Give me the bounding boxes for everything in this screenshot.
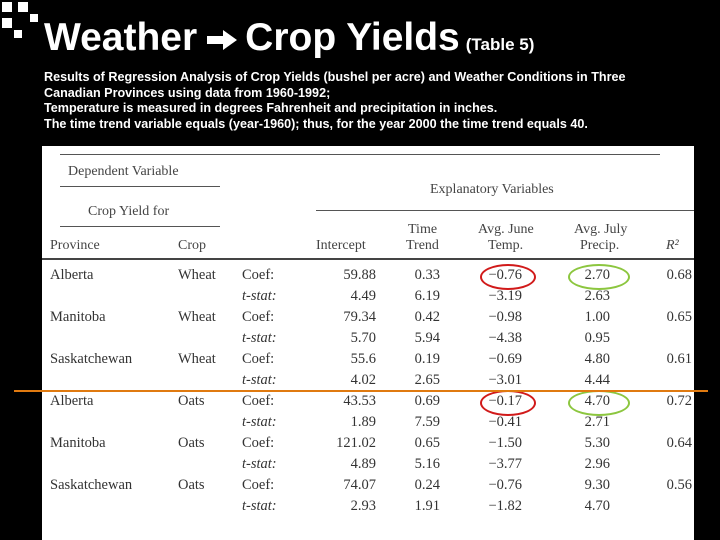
coef-label: Coef: [242,351,275,367]
description [44,70,714,132]
tstat-label: t-stat: [242,498,277,514]
dependent-variable-label: Dependent Variable [68,164,179,179]
title-left: Weather [44,16,198,59]
tstat-value: −1.82 [488,498,522,514]
tstat-value: −3.19 [488,288,522,304]
tstat-value: 2.65 [414,372,440,388]
coef-value: 43.53 [343,393,376,409]
province-cell: Saskatchewan [50,477,133,493]
crop-cell: Wheat [178,267,216,283]
coef-label: Coef: [242,393,275,409]
province-cell: Manitoba [50,309,106,325]
col-intercept: Intercept [316,238,366,253]
tstat-label: t-stat: [242,414,277,430]
tstat-value: 6.19 [414,288,440,304]
tstat-value: −0.41 [488,414,522,430]
tstat-value: 5.94 [414,330,440,346]
coef-value: 0.68 [666,267,692,283]
description-line: Canadian Provinces using data from 1960-1992; [44,85,331,100]
tstat-label: t-stat: [242,456,277,472]
title-sub: (Table 5) [465,35,535,54]
header-rule [60,226,220,227]
col-crop: Crop [178,238,206,253]
description-line: Temperature is measured in degrees Fahrenheit and precipitation in inches. [44,101,498,115]
tstat-value: −3.01 [488,372,522,388]
coef-value: 2.70 [584,267,610,283]
header-bottom-rule [42,258,694,260]
crop-yield-for-label: Crop Yield for [88,204,170,219]
tstat-value: 4.44 [584,372,610,388]
header-rule [60,186,220,187]
coef-value: −0.69 [488,351,522,367]
col-time-1: Time [408,222,438,237]
province-cell: Manitoba [50,435,106,451]
coef-value: 9.30 [584,477,610,493]
col-province: Province [50,238,100,253]
tstat-value: 5.16 [414,456,440,472]
description-line: The time trend variable equals (year-1960); thus, for the year 2000 the time trend equals 40. [44,116,588,131]
coef-label: Coef: [242,435,275,451]
coef-value: 1.00 [584,309,610,325]
coef-value: 0.19 [414,351,440,367]
crop-cell: Wheat [178,351,216,367]
corner-decoration [0,0,44,44]
description-line: Results of Regression Analysis of Crop Yields (bushel per acre) and Weather Conditions in Three [44,70,626,84]
crop-cell: Oats [178,393,205,409]
tstat-value: 4.89 [350,456,376,472]
tstat-value: −4.38 [488,330,522,346]
coef-value: −0.17 [488,393,522,409]
crop-cell: Wheat [178,309,216,325]
highlight-ellipse-red [480,390,536,416]
col-r2: R² [666,238,679,253]
coef-value: −1.50 [488,435,522,451]
tstat-value: 2.71 [584,414,610,430]
coef-value: 79.34 [343,309,376,325]
coef-value: 0.65 [666,309,692,325]
coef-label: Coef: [242,309,275,325]
coef-label: Coef: [242,477,275,493]
header-rule [316,210,694,211]
tstat-value: 1.89 [350,414,376,430]
coef-value: 0.65 [414,435,440,451]
col-june-2: Temp. [488,238,524,253]
col-july-2: Precip. [580,238,620,253]
col-time-2: Trend [406,238,439,253]
coef-value: 0.69 [414,393,440,409]
tstat-label: t-stat: [242,288,277,304]
tstat-value: 2.96 [584,456,610,472]
regression-table [42,146,694,540]
tstat-value: 2.93 [350,498,376,514]
coef-value: 0.61 [666,351,692,367]
coef-value: 0.24 [414,477,440,493]
coef-value: 0.72 [666,393,692,409]
table-top-rule [60,154,660,155]
tstat-label: t-stat: [242,330,277,346]
coef-value: 4.80 [584,351,610,367]
tstat-label: t-stat: [242,372,277,388]
title-right: Crop Yields [245,16,460,59]
coef-value: 0.64 [666,435,692,451]
right-arrow-icon [207,28,237,52]
tstat-value: 0.95 [584,330,610,346]
highlight-ellipse-red [480,264,536,290]
tstat-value: 5.70 [350,330,376,346]
col-july-1: Avg. July [574,222,628,237]
coef-label: Coef: [242,267,275,283]
col-june-1: Avg. June [478,222,534,237]
province-cell: Saskatchewan [50,351,133,367]
province-cell: Alberta [50,393,94,409]
orange-divider [14,390,708,392]
explanatory-variables-label: Explanatory Variables [430,182,554,197]
coef-value: 5.30 [584,435,610,451]
coef-value: 121.02 [336,435,376,451]
coef-value: 55.6 [350,351,376,367]
coef-value: −0.76 [488,267,522,283]
tstat-value: 1.91 [414,498,440,514]
tstat-value: −3.77 [488,456,522,472]
coef-value: 74.07 [343,477,376,493]
crop-cell: Oats [178,477,205,493]
province-cell: Alberta [50,267,94,283]
coef-value: 59.88 [343,267,376,283]
highlight-ellipse-green [568,264,630,290]
page-title [44,16,534,67]
coef-value: 4.70 [584,393,610,409]
coef-value: 0.56 [666,477,692,493]
tstat-value: 7.59 [414,414,440,430]
coef-value: 0.33 [414,267,440,283]
coef-value: −0.98 [488,309,522,325]
tstat-value: 4.02 [350,372,376,388]
highlight-ellipse-green [568,390,630,416]
coef-value: −0.76 [488,477,522,493]
coef-value: 0.42 [414,309,440,325]
crop-cell: Oats [178,435,205,451]
tstat-value: 4.49 [350,288,376,304]
tstat-value: 4.70 [584,498,610,514]
tstat-value: 2.63 [584,288,610,304]
